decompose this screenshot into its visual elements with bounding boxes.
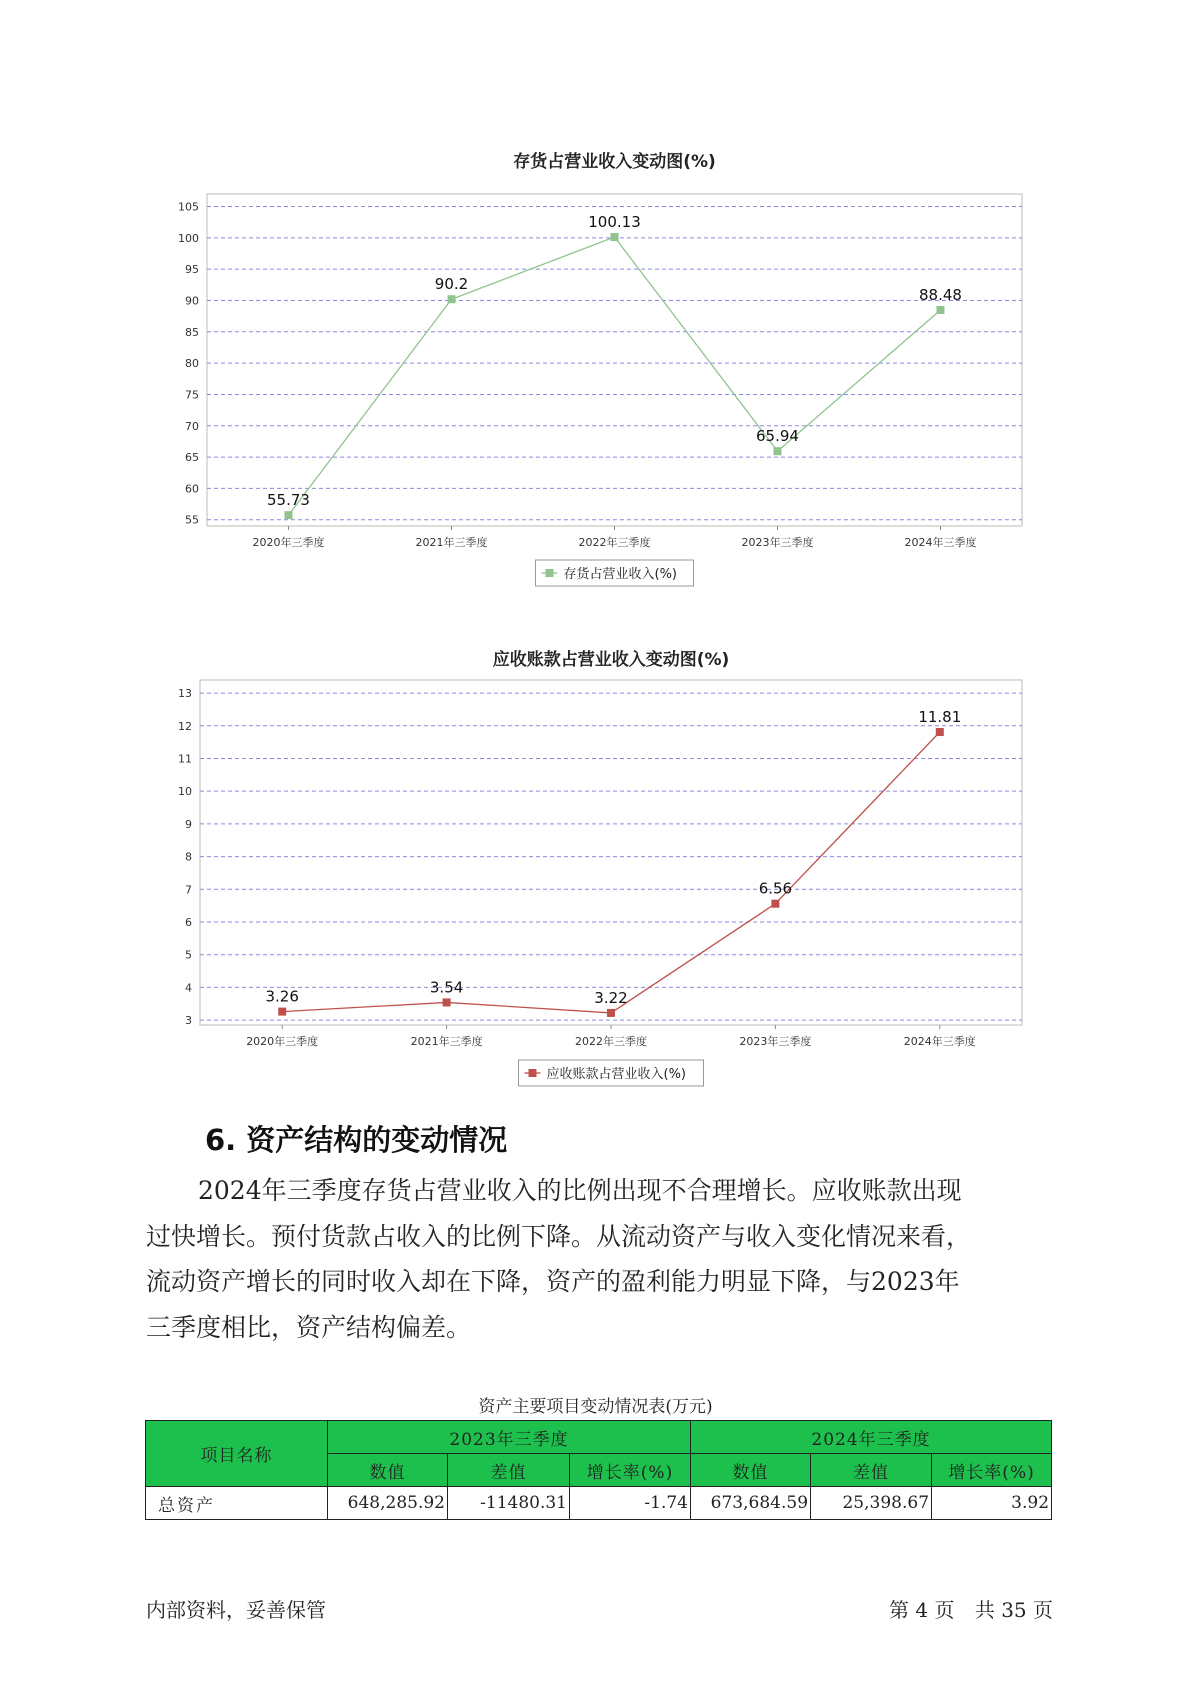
legend-label: 存货占营业收入(%) (563, 567, 677, 582)
x-tick-label: 2024年三季度 (903, 1035, 976, 1048)
subheader-diff: 差值 (448, 1454, 570, 1487)
y-tick-label: 100 (178, 231, 199, 245)
asset-change-table (145, 1420, 1052, 1520)
data-point (771, 900, 779, 908)
data-label: 11.81 (918, 707, 962, 726)
header-item-name: 项目名称 (146, 1421, 328, 1487)
y-tick-label: 95 (185, 263, 199, 277)
row-name: 总资产 (146, 1487, 328, 1520)
x-tick-label: 2022年三季度 (575, 1035, 647, 1048)
y-tick-label: 55 (185, 513, 199, 527)
data-point (278, 1008, 286, 1016)
data-label: 100.13 (588, 213, 641, 232)
cell-diff: -11480.31 (448, 1487, 570, 1520)
y-tick-label: 60 (185, 482, 199, 496)
subheader-growth: 增长率(%) (932, 1454, 1052, 1487)
y-tick-label: 4 (185, 981, 192, 995)
chart-title: 应收账款占营业收入变动图(%) (492, 650, 730, 670)
subheader-growth: 增长率(%) (570, 1454, 691, 1487)
data-label: 65.94 (756, 427, 799, 446)
paragraph-line: 流动资产增长的同时收入却在下降，资产的盈利能力明显下降，与2023年 (146, 1267, 960, 1296)
page-current: 4 (915, 1598, 929, 1622)
x-tick-label: 2023年三季度 (739, 1035, 812, 1048)
data-point (936, 728, 944, 736)
section-paragraph (146, 1168, 1046, 1350)
y-tick-label: 11 (178, 752, 192, 766)
table-caption: 资产主要项目变动情况表(万元) (478, 1397, 713, 1417)
x-tick-label: 2024年三季度 (904, 536, 977, 549)
y-tick-label: 9 (185, 817, 192, 831)
legend-label: 应收账款占营业收入(%) (546, 1067, 686, 1082)
subheader-diff: 差值 (811, 1454, 932, 1487)
footer-confidential: 内部资料，妥善保管 (146, 1598, 326, 1622)
y-tick-label: 8 (185, 850, 192, 864)
data-point (443, 998, 451, 1006)
y-tick-label: 65 (185, 451, 199, 465)
cell-value: 648,285.92 (328, 1487, 448, 1520)
cell-value: 673,684.59 (691, 1487, 811, 1520)
x-tick-label: 2021年三季度 (410, 1035, 483, 1048)
footer-page-number (889, 1594, 1053, 1623)
subheader-value: 数值 (691, 1454, 811, 1487)
subheader-value: 数值 (328, 1454, 448, 1487)
x-tick-label: 2020年三季度 (246, 1035, 319, 1048)
header-period-2024: 2024年三季度 (691, 1421, 1052, 1454)
data-label: 55.73 (267, 491, 310, 510)
y-tick-label: 85 (185, 325, 199, 339)
y-tick-label: 80 (185, 357, 199, 371)
paragraph-line: 过快增长。预付货款占收入的比例下降。从流动资产与收入变化情况来看， (146, 1221, 972, 1251)
y-tick-label: 10 (178, 785, 192, 799)
y-tick-label: 90 (185, 294, 199, 308)
table-row (146, 1487, 1052, 1520)
page-mid: 页 (934, 1598, 955, 1622)
cell-diff: 25,398.67 (811, 1487, 932, 1520)
data-label: 3.22 (594, 988, 628, 1007)
y-tick-label: 6 (185, 915, 192, 929)
x-tick-label: 2023年三季度 (741, 536, 814, 549)
total-prefix: 共 (974, 1598, 995, 1622)
section-title: 6. 资产结构的变动情况 (205, 1123, 508, 1157)
x-tick-label: 2022年三季度 (578, 536, 651, 549)
cell-growth: -1.74 (570, 1487, 691, 1520)
data-label: 6.56 (758, 879, 793, 898)
y-tick-label: 7 (185, 883, 192, 897)
x-tick-label: 2020年三季度 (252, 536, 325, 549)
header-period-2023: 2023年三季度 (328, 1421, 691, 1454)
y-tick-label: 75 (185, 388, 199, 402)
data-point (607, 1009, 615, 1017)
y-tick-label: 5 (185, 948, 192, 962)
y-tick-label: 3 (185, 1014, 192, 1028)
y-tick-label: 105 (178, 200, 199, 214)
plot-area (200, 680, 1022, 1025)
data-label: 88.48 (919, 286, 962, 305)
data-label: 90.2 (434, 275, 469, 294)
paragraph-line: 2024年三季度存货占营业收入的比例出现不合理增长。应收账款出现 (198, 1176, 962, 1205)
cell-growth: 3.92 (932, 1487, 1052, 1520)
y-tick-label: 12 (178, 719, 192, 733)
legend-marker (529, 1069, 537, 1077)
y-tick-label: 13 (178, 687, 192, 701)
data-label: 3.54 (429, 978, 464, 997)
total-suffix: 页 (1033, 1598, 1053, 1622)
paragraph-line: 三季度相比，资产结构偏差。 (146, 1312, 472, 1342)
data-label: 3.26 (265, 987, 299, 1006)
page-prefix: 第 (889, 1598, 910, 1622)
page-total: 35 (1001, 1598, 1027, 1622)
y-tick-label: 70 (185, 419, 199, 433)
chart-title: 存货占营业收入变动图(%) (513, 152, 716, 172)
x-tick-label: 2021年三季度 (415, 536, 488, 549)
